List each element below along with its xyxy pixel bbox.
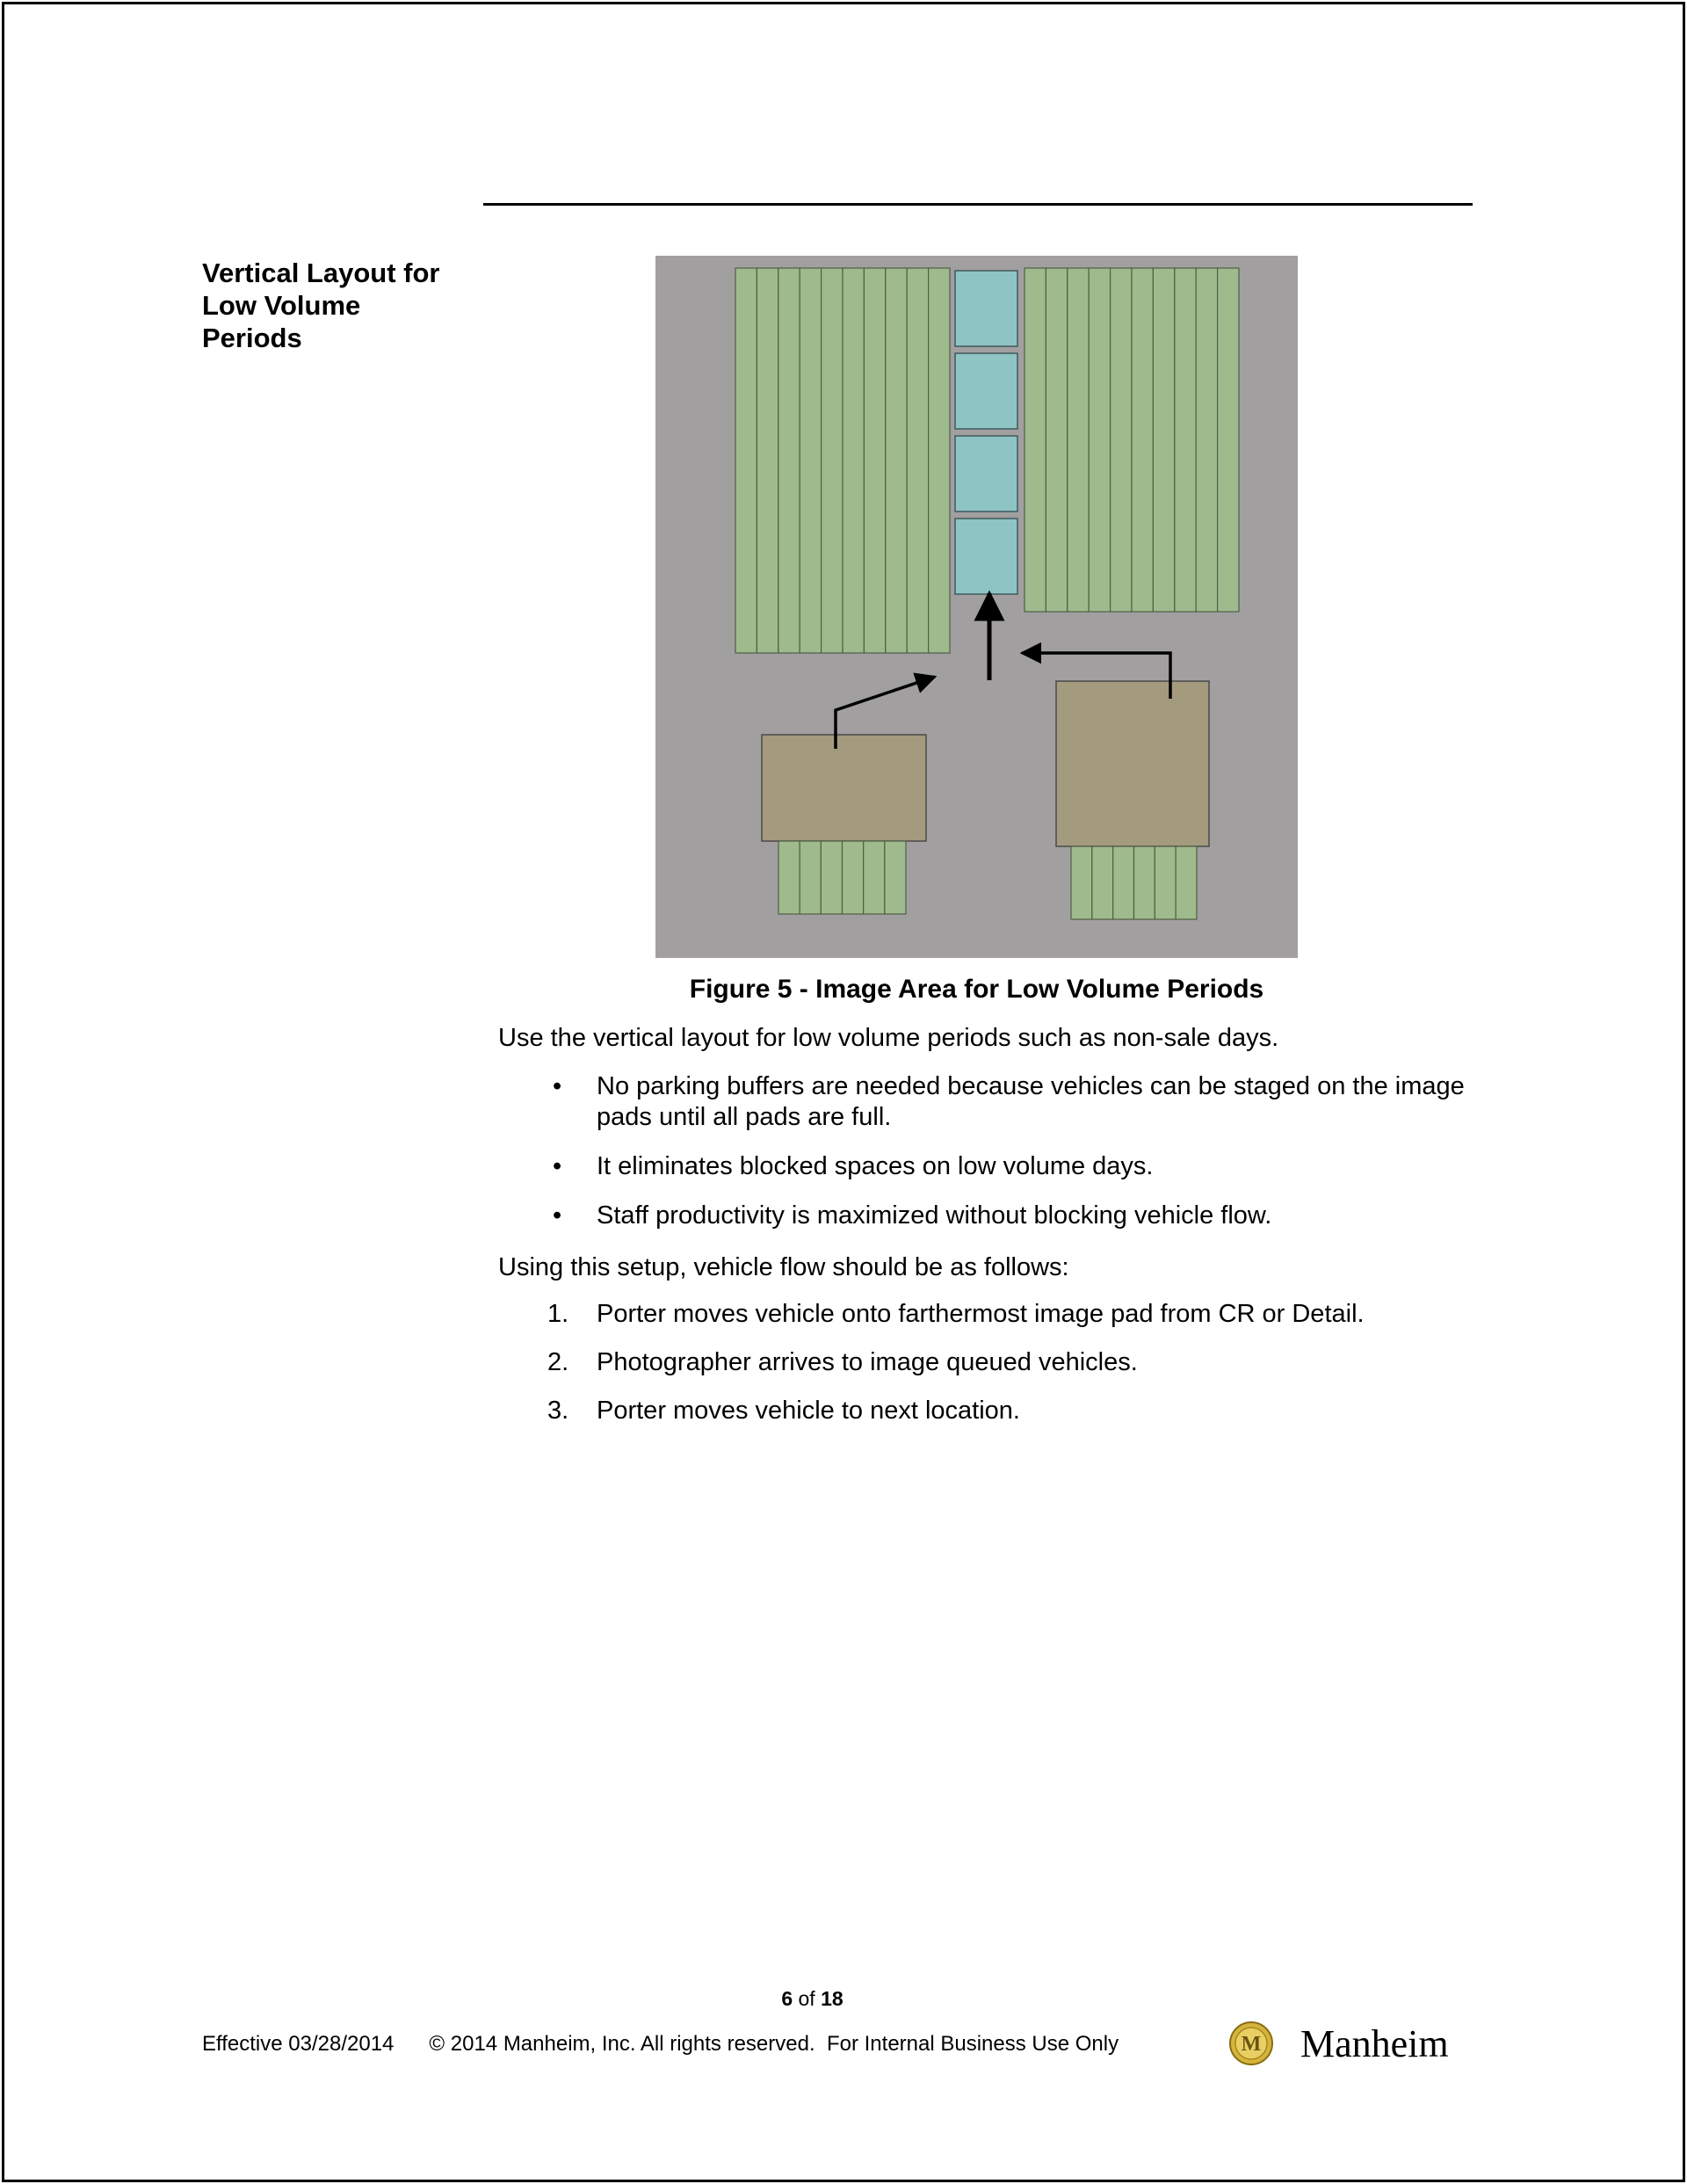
copyright: © 2014 Manheim, Inc. All rights reserved. For Internal Business Use Only — [429, 2032, 1119, 2056]
parking-stall — [864, 268, 885, 653]
parking-stall — [822, 268, 843, 653]
step-text: Porter moves vehicle to next location. — [597, 1397, 1020, 1425]
parking-stall — [1068, 268, 1089, 612]
parking-stall — [843, 268, 864, 653]
list-item — [498, 1396, 1491, 1426]
parking-stall — [1046, 268, 1067, 612]
step-text: Porter moves vehicle onto farthermost image pad from CR or Detail. — [597, 1300, 1365, 1328]
bullet-text: Staff productivity is maximized without blocking vehicle flow. — [597, 1201, 1272, 1230]
parking-stall — [1132, 268, 1153, 612]
parking-stall — [843, 841, 864, 914]
bullet-marker: • — [553, 1152, 562, 1180]
list-item — [498, 1201, 1491, 1231]
parking-stall — [800, 841, 821, 914]
parking-stall — [1153, 268, 1174, 612]
brand-name: Manheim — [1300, 2022, 1449, 2065]
image-pad — [955, 353, 1017, 429]
parking-stall — [778, 268, 800, 653]
flow-paragraph: Using this setup, vehicle flow should be as follows: — [498, 1253, 1069, 1281]
section-heading-line-3: Periods — [202, 323, 302, 353]
bullet-list — [498, 1071, 1491, 1231]
parking-stall — [1113, 846, 1134, 919]
parking-stall — [1175, 268, 1196, 612]
parking-stall — [778, 841, 800, 914]
parking-stall — [1025, 268, 1046, 612]
page-number — [0, 1986, 1625, 2011]
footer-text — [202, 2032, 1119, 2057]
bullet-marker: • — [553, 1072, 562, 1100]
parking-stall — [907, 268, 928, 653]
step-text: Photographer arrives to image queued vehicles. — [597, 1348, 1138, 1376]
parking-stall — [1071, 846, 1092, 919]
effective-date: Effective 03/28/2014 — [202, 2032, 395, 2056]
image-pads — [955, 271, 1017, 594]
parking-stall — [1196, 268, 1217, 612]
figure-caption: Figure 5 - Image Area for Low Volume Periods — [689, 975, 1264, 1004]
parking-stall — [757, 268, 778, 653]
parking-stall — [864, 841, 885, 914]
parking-stall — [1176, 846, 1197, 919]
layout-figure — [655, 256, 1298, 958]
page-total: 18 — [821, 1987, 844, 2010]
building-right — [1056, 681, 1209, 846]
parking-stall — [821, 841, 842, 914]
parking-stall — [886, 268, 907, 653]
parking-stall — [1089, 268, 1110, 612]
section-heading — [202, 257, 466, 354]
section-heading-line-2: Low Volume — [202, 290, 361, 321]
page-current: 6 — [781, 1987, 793, 2010]
image-pad — [955, 436, 1017, 512]
parking-stall — [885, 841, 906, 914]
parking-stall — [1092, 846, 1113, 919]
bullet-text: No parking buffers are needed because vehicles can be staged on the image pads until all pads are full. — [597, 1072, 1465, 1131]
parking-stall — [1134, 846, 1155, 919]
bullet-marker: • — [553, 1201, 562, 1230]
parking-stall — [800, 268, 821, 653]
steps-list — [498, 1299, 1491, 1426]
parking-stall — [735, 268, 757, 653]
page-of: of — [798, 1987, 815, 2010]
parking-stall — [1111, 268, 1132, 612]
image-pad — [955, 519, 1017, 594]
list-item — [498, 1347, 1491, 1378]
parking-stall — [1218, 268, 1239, 612]
manheim-logo-icon — [1228, 2021, 1274, 2066]
parking-stall — [1155, 846, 1176, 919]
image-pad — [955, 271, 1017, 346]
parking-stalls-bottom-left — [778, 841, 906, 914]
parking-stall — [929, 268, 950, 653]
intro-paragraph: Use the vertical layout for low volume periods such as non-sale days. — [498, 1024, 1279, 1052]
logo-letter: M — [1241, 2033, 1262, 2056]
header-rule — [483, 203, 1473, 206]
parking-stalls-right — [1025, 268, 1239, 612]
step-number: 2. — [547, 1348, 569, 1376]
list-item — [498, 1151, 1491, 1182]
parking-stalls-left — [735, 268, 950, 653]
parking-stalls-bottom-right — [1071, 846, 1197, 919]
list-item — [498, 1299, 1491, 1330]
step-number: 3. — [547, 1397, 569, 1425]
list-item — [498, 1071, 1491, 1133]
layout-diagram — [655, 256, 1298, 958]
step-number: 1. — [547, 1300, 569, 1328]
section-heading-line-1: Vertical Layout for — [202, 258, 440, 288]
bullet-text: It eliminates blocked spaces on low volume days. — [597, 1152, 1154, 1180]
building-left — [762, 735, 926, 841]
